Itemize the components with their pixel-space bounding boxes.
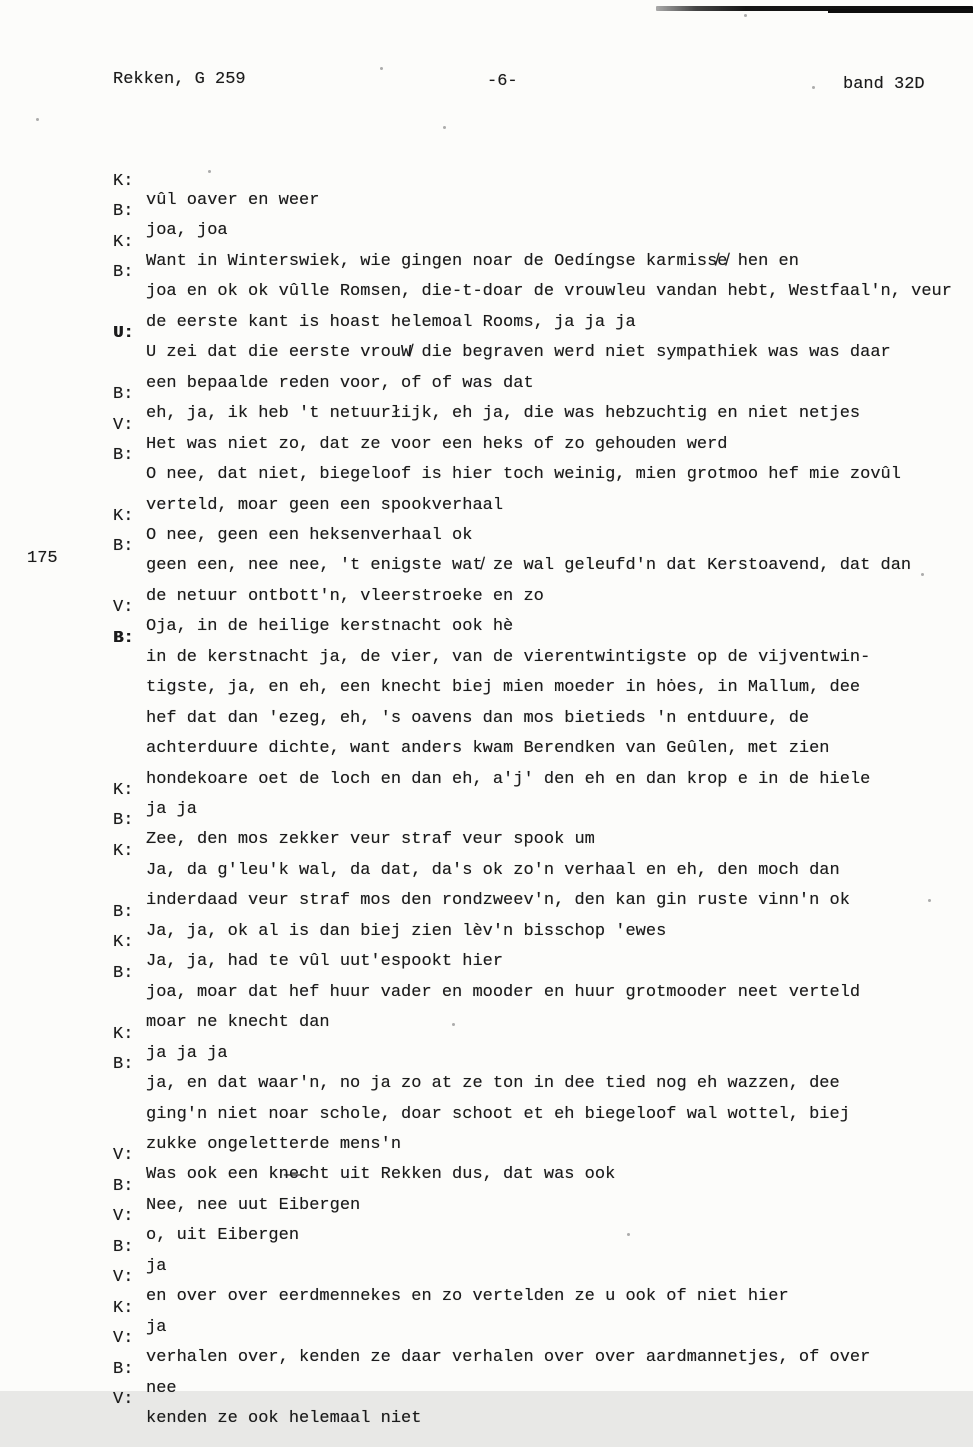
speaker-label: B: <box>113 963 134 983</box>
speaker-label: K: <box>113 172 134 191</box>
utterance-text: joa en ok ok vûlle Romsen, die-t-doar de vrouwleu vandan hebt, Westfaal'n, veur <box>146 282 952 302</box>
margin-line-number: 175 <box>27 548 58 568</box>
utterance-text: Zee, den mos zekker veur straf veur spook um <box>146 830 595 850</box>
speaker-label: B: <box>113 446 134 466</box>
utterance-text: vûl oaver en weer <box>146 191 320 210</box>
speaker-label: B: <box>113 385 134 405</box>
speaker-label: U: <box>113 324 134 344</box>
scan-speck <box>443 126 446 129</box>
utterance-text: kenden ze ook helemaal niet <box>146 1409 422 1428</box>
utterance-text: geen een, nee nee, 't enigste wat̸ ze wal geleufd'n dat Kerstoavend, dat dan <box>146 556 912 576</box>
speaker-label: B: <box>113 1359 134 1379</box>
utterance-text: hondekoare oet de loch en dan eh, a'j' den eh en dan krop e in de hiele <box>146 769 871 789</box>
speaker-label: V: <box>113 415 134 435</box>
speaker-label: B: <box>113 1055 134 1075</box>
speaker-label: K: <box>113 933 134 953</box>
speaker-label: V: <box>113 1390 134 1409</box>
utterance-text: ja, en dat waar'n, no ja zo at ze ton in dee tied nog eh wazzen, dee <box>146 1074 840 1094</box>
utterance-text: de eerste kant is hoast helemoal Rooms, ja ja ja <box>146 312 636 332</box>
utterance-text: ja ja <box>146 800 198 819</box>
speaker-label: B: <box>113 628 134 648</box>
utterance-text: Ja, ja, had te vûl uut'espookt hier <box>146 952 504 972</box>
utterance-text: Nee, nee uut Eibergen <box>146 1195 361 1215</box>
speaker-label: K: <box>113 781 134 800</box>
utterance-text: ja <box>146 1256 167 1276</box>
scan-speck <box>36 118 39 121</box>
utterance-text: Ja, ja, ok al is dan biej zien lèv'n bisschop 'ewes <box>146 921 667 941</box>
scan-speck <box>812 86 815 89</box>
utterance-text: achterduure dichte, want anders kwam Berendken van Geûlen, met zien <box>146 739 830 759</box>
utterance-text: verteld, moar geen een spookverhaal <box>146 495 504 515</box>
utterance-text: U zei dat die eerste vrouW̸ die begraven werd niet sympathiek was was daar <box>146 343 891 363</box>
utterance-text: Ja, da g'leu'k wal, da dat, da's ok zo'n verhaal en eh, den moch dan <box>146 860 840 880</box>
speaker-label: B: <box>113 263 134 283</box>
utterance-text: o, uit Eibergen <box>146 1226 300 1246</box>
header-page-number: -6- <box>487 72 518 91</box>
speaker-label: B: <box>113 1176 134 1196</box>
utterance-text: moar ne knecht dan <box>146 1013 330 1033</box>
speaker-label: B: <box>113 811 134 831</box>
utterance-text: Was ook een kn̶e̶cht uit Rekken dus, dat was ook <box>146 1165 616 1185</box>
utterance-text: hef dat dan 'ezeg, eh, 's oavens dan mos bietieds 'n entduure, de <box>146 708 810 728</box>
utterance-text: ja ja ja <box>146 1043 228 1063</box>
speaker-label: V: <box>113 598 134 618</box>
utterance-text: een bepaalde reden voor, of of was dat <box>146 373 534 393</box>
utterance-text: joa, joa <box>146 221 228 241</box>
utterance-text: O nee, geen een heksenverhaal ok <box>146 525 473 545</box>
speaker-label: B: <box>113 202 134 222</box>
utterance-text: en over over eerdmennekes en zo vertelden ze u ook of niet hier <box>146 1287 789 1307</box>
speaker-label: B: <box>113 1237 134 1257</box>
transcript-line <box>0 134 973 210</box>
speaker-label: V: <box>113 1268 134 1288</box>
scan-artifact-bar <box>828 9 973 13</box>
speaker-label: K: <box>113 1024 134 1044</box>
utterance-text: Het was niet zo, dat ze voor een heks of zo gehouden werd <box>146 434 728 454</box>
utterance-text: in de kerstnacht ja, de vier, van de vierentwintigste op de vijventwin- <box>146 647 871 667</box>
speaker-label: K: <box>113 841 134 861</box>
speaker-label: K: <box>113 1298 134 1318</box>
utterance-text: nee <box>146 1378 177 1398</box>
speaker-label: V: <box>113 1329 134 1349</box>
utterance-text: tigste, ja, en eh, een knecht biej mien moeder in hȯes, in Mallum, dee <box>146 678 861 698</box>
utterance-text: Oja, in de heilige kerstnacht ook hè <box>146 617 514 637</box>
speaker-label: B: <box>113 537 134 557</box>
speaker-label: K: <box>113 506 134 526</box>
utterance-text: joa, moar dat hef huur vader en mooder en huur grotmooder neet verteld <box>146 982 861 1002</box>
speaker-label: V: <box>113 1207 134 1227</box>
header-band-label: band 32D <box>843 75 925 94</box>
utterance-text: Want in Winterswiek, wie gingen noar de Oedíngse karmiss̸e̸ hen en <box>146 251 799 271</box>
utterance-text: de netuur ontbott'n, vleerstroeke en zo <box>146 586 544 606</box>
scan-speck <box>744 14 747 17</box>
speaker-label: K: <box>113 232 134 252</box>
utterance-text: zukke ongeletterde mens'n <box>146 1134 402 1154</box>
utterance-text: eh, ja, ik heb 't netuurłijk, eh ja, die was hebzuchtig en niet netjes <box>146 404 861 424</box>
utterance-text: ja <box>146 1317 167 1337</box>
utterance-text: inderdaad veur straf mos den rondzweev'n, den kan gin ruste vinn'n ok <box>146 891 850 911</box>
speaker-label: B: <box>113 902 134 922</box>
scan-speck <box>380 67 383 70</box>
speaker-label: V: <box>113 1146 134 1166</box>
utterance-text: O nee, dat niet, biegeloof is hier toch weinig, mien grotmoo hef mie zovûl <box>146 465 901 485</box>
utterance-text: ging'n niet noar schole, doar schoot et eh biegeloof wal wottel, biej <box>146 1104 850 1124</box>
utterance-text: verhalen over, kenden ze daar verhalen over over aardmannetjes, of over <box>146 1348 871 1368</box>
header-source-label: Rekken, G 259 <box>113 70 246 89</box>
